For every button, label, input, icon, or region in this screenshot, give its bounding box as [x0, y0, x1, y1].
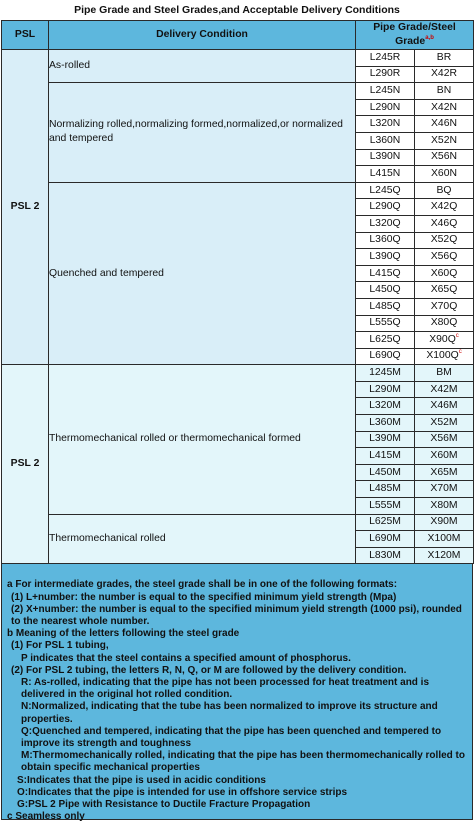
- steel-grade-cell: [415, 149, 474, 166]
- pipe-grade-cell: L360Q: [356, 232, 415, 249]
- footnote-line: O:Indicates that the pipe is intended for use in offshore service strips: [17, 786, 348, 798]
- steel-grade-cell: [415, 166, 474, 183]
- seamless-footnote-mark: c: [458, 349, 462, 356]
- steel-grade-cell: [415, 182, 474, 199]
- psl2-group-thermomechanical: [2, 365, 474, 564]
- steel-grade-cell: [415, 398, 474, 415]
- steel-grade-cell: [415, 298, 474, 315]
- pipe-grade-cell: L390Q: [356, 249, 415, 266]
- steel-grade-value: X46N: [431, 118, 457, 130]
- header-psl: PSL: [2, 21, 49, 50]
- steel-grade-cell: [415, 215, 474, 232]
- delivery-condition-cell: Thermomechanical rolled or thermomechanical formed: [49, 365, 356, 514]
- pipe-grade-cell: L485Q: [356, 298, 415, 315]
- steel-grade-value: X56M: [430, 433, 458, 445]
- pipe-grade-cell: L415M: [356, 448, 415, 465]
- seamless-footnote-mark: c: [455, 332, 459, 339]
- steel-grade-value: BQ: [436, 184, 452, 196]
- steel-grade-cell: [415, 99, 474, 116]
- steel-grade-value: X80Q: [430, 317, 458, 329]
- pipe-grade-cell: L320M: [356, 398, 415, 415]
- footnote-line: (1) L+number: the number is equal to the specified minimum yield strength (Mpa): [11, 591, 397, 603]
- grade-table: [1, 20, 474, 564]
- steel-grade-value: X42N: [431, 101, 457, 113]
- footnote-line: P indicates that the steel contains a specified amount of phosphorus.: [21, 652, 351, 664]
- pipe-grade-cell: L290R: [356, 66, 415, 83]
- pipe-grade-cell: L360N: [356, 132, 415, 149]
- footnote-line: N:Normalized, indicating that the tube has been normalized to improve its structure and properties.: [21, 701, 438, 725]
- steel-grade-cell: [415, 66, 474, 83]
- pipe-grade-cell: L690M: [356, 531, 415, 548]
- footnote-line: c Seamless only: [7, 811, 85, 823]
- steel-grade-value: X46M: [430, 400, 458, 412]
- footnote-line: (2) For PSL 2 tubing, the letters R, N, Q, or M are followed by the delivery condition.: [11, 664, 407, 676]
- pipe-grade-cell: L320Q: [356, 215, 415, 232]
- steel-grade-value: X100Q: [426, 350, 459, 362]
- footnote-line: S:Indicates that the pipe is used in acidic conditions: [17, 774, 266, 786]
- table-row: [2, 83, 474, 100]
- pipe-grade-cell: L390M: [356, 431, 415, 448]
- steel-grade-value: X42M: [430, 383, 458, 395]
- steel-grade-value: X60Q: [430, 267, 458, 279]
- steel-grade-value: BR: [436, 51, 452, 63]
- table-row: [2, 50, 474, 67]
- steel-grade-value: X90M: [430, 516, 458, 528]
- steel-grade-value: X60N: [431, 167, 457, 179]
- steel-grade-cell: [415, 415, 474, 432]
- pipe-grade-cell: L690Q: [356, 348, 415, 365]
- header-delivery-condition: Delivery Condition: [49, 21, 356, 50]
- pipe-grade-cell: L245R: [356, 50, 415, 67]
- steel-grade-cell: [415, 464, 474, 481]
- pipe-grade-cell: L320N: [356, 116, 415, 133]
- pipe-grade-cell: L450Q: [356, 282, 415, 299]
- steel-grade-value: X60M: [430, 450, 458, 462]
- delivery-condition-cell: Normalizing rolled,normalizing formed,normalized,or normalized and tempered: [49, 83, 356, 183]
- steel-grade-cell: [415, 514, 474, 531]
- steel-grade-cell: [415, 315, 474, 332]
- pipe-grade-cell: L625Q: [356, 332, 415, 349]
- pipe-grade-cell: L290N: [356, 99, 415, 116]
- steel-grade-value: X52M: [430, 416, 458, 428]
- pipe-grade-cell: L555Q: [356, 315, 415, 332]
- psl2-group-hot-rolled: [2, 50, 474, 365]
- pipe-grade-cell: L290M: [356, 381, 415, 398]
- header-pipe-grade: [356, 21, 474, 50]
- steel-grade-value: X52Q: [430, 234, 458, 246]
- steel-grade-cell: [415, 83, 474, 100]
- footnote-line: (2) X+number: the number is equal to the specified minimum yield strength (1000 psi), rounded to the nearest whole number.: [11, 603, 462, 628]
- steel-grade-value: X56Q: [430, 250, 458, 262]
- delivery-condition-cell: As-rolled: [49, 50, 356, 83]
- footnote-line: b Meaning of the letters following the steel grade: [7, 628, 240, 640]
- steel-grade-cell: [415, 116, 474, 133]
- pipe-grade-cell: L360M: [356, 415, 415, 432]
- pipe-grade-cell: L290Q: [356, 199, 415, 216]
- steel-grade-cell: [415, 332, 474, 349]
- steel-grade-cell: [415, 348, 474, 365]
- steel-grade-value: X46Q: [430, 217, 458, 229]
- footnote-line: (1) For PSL 1 tubing,: [11, 640, 109, 652]
- steel-grade-value: X42R: [431, 68, 457, 80]
- steel-grade-value: X120M: [427, 549, 461, 561]
- steel-grade-value: X65M: [430, 466, 458, 478]
- steel-grade-cell: [415, 531, 474, 548]
- footnote-line: M:Thermomechanically rolled, indicating that the pipe has been thermomechanically rolled to obtain specific mechanical properties: [21, 750, 465, 774]
- steel-grade-cell: [415, 381, 474, 398]
- steel-grade-cell: [415, 481, 474, 498]
- steel-grade-value: X70M: [430, 483, 458, 495]
- pipe-grade-cell: L625M: [356, 514, 415, 531]
- delivery-condition-cell: Quenched and tempered: [49, 182, 356, 365]
- pipe-grade-cell: L415Q: [356, 265, 415, 282]
- steel-grade-cell: [415, 282, 474, 299]
- pipe-grade-cell: 1245M: [356, 365, 415, 382]
- pipe-grade-cell: L485M: [356, 481, 415, 498]
- steel-grade-value: X70Q: [430, 300, 458, 312]
- pipe-grade-cell: L830M: [356, 547, 415, 564]
- footnote-line: R: As-rolled, indicating that the pipe has not been processed for heat treatment and is delivered in the original hot rolled condition.: [21, 677, 430, 701]
- steel-grade-value: X42Q: [430, 201, 458, 213]
- header-pipe-grade-label: Pipe Grade/Steel Grade: [373, 22, 456, 47]
- footnotes-panel: [1, 564, 473, 823]
- steel-grade-cell: [415, 232, 474, 249]
- steel-grade-cell: [415, 448, 474, 465]
- steel-grade-cell: [415, 547, 474, 564]
- table-row: [2, 365, 474, 382]
- steel-grade-cell: [415, 132, 474, 149]
- header-grade-footnote: a,b: [425, 35, 434, 41]
- table-row: [2, 182, 474, 199]
- pipe-grade-cell: L245Q: [356, 182, 415, 199]
- psl-level-cell: PSL 2: [2, 50, 49, 365]
- steel-grade-value: BN: [436, 84, 452, 96]
- steel-grade-cell: [415, 249, 474, 266]
- steel-grade-value: X52N: [431, 134, 457, 146]
- steel-grade-cell: [415, 265, 474, 282]
- steel-grade-cell: [415, 365, 474, 382]
- steel-grade-cell: [415, 431, 474, 448]
- steel-grade-cell: [415, 50, 474, 67]
- steel-grade-value: X56N: [431, 151, 457, 163]
- pipe-grade-cell: L450M: [356, 464, 415, 481]
- delivery-condition-cell: Thermomechanical rolled: [49, 514, 356, 564]
- footnote-line: a For intermediate grades, the steel grade shall be in one of the following formats:: [7, 579, 398, 591]
- page-title: Pipe Grade and Steel Grades,and Acceptable Delivery Conditions: [74, 4, 400, 16]
- pipe-grade-cell: L245N: [356, 83, 415, 100]
- table-row: [2, 514, 474, 531]
- footnote-line: Q:Quenched and tempered, indicating that the pipe has been quenched and tempered to improve its strength and toughness: [21, 725, 442, 750]
- steel-grade-cell: [415, 199, 474, 216]
- footnote-line: G:PSL 2 Pipe with Resistance to Ductile Fracture Propagation: [17, 799, 311, 811]
- header-row: [2, 21, 474, 50]
- steel-grade-value: X90Q: [429, 333, 456, 345]
- pipe-grade-cell: L555M: [356, 498, 415, 515]
- steel-grade-value: BM: [436, 367, 452, 379]
- steel-grade-value: X100M: [427, 533, 461, 545]
- pipe-grade-cell: L390N: [356, 149, 415, 166]
- pipe-grade-cell: L415N: [356, 166, 415, 183]
- steel-grade-value: X80M: [430, 499, 458, 511]
- steel-grade-value: X65Q: [430, 284, 458, 296]
- psl-level-cell: PSL 2: [2, 365, 49, 564]
- steel-grade-cell: [415, 498, 474, 515]
